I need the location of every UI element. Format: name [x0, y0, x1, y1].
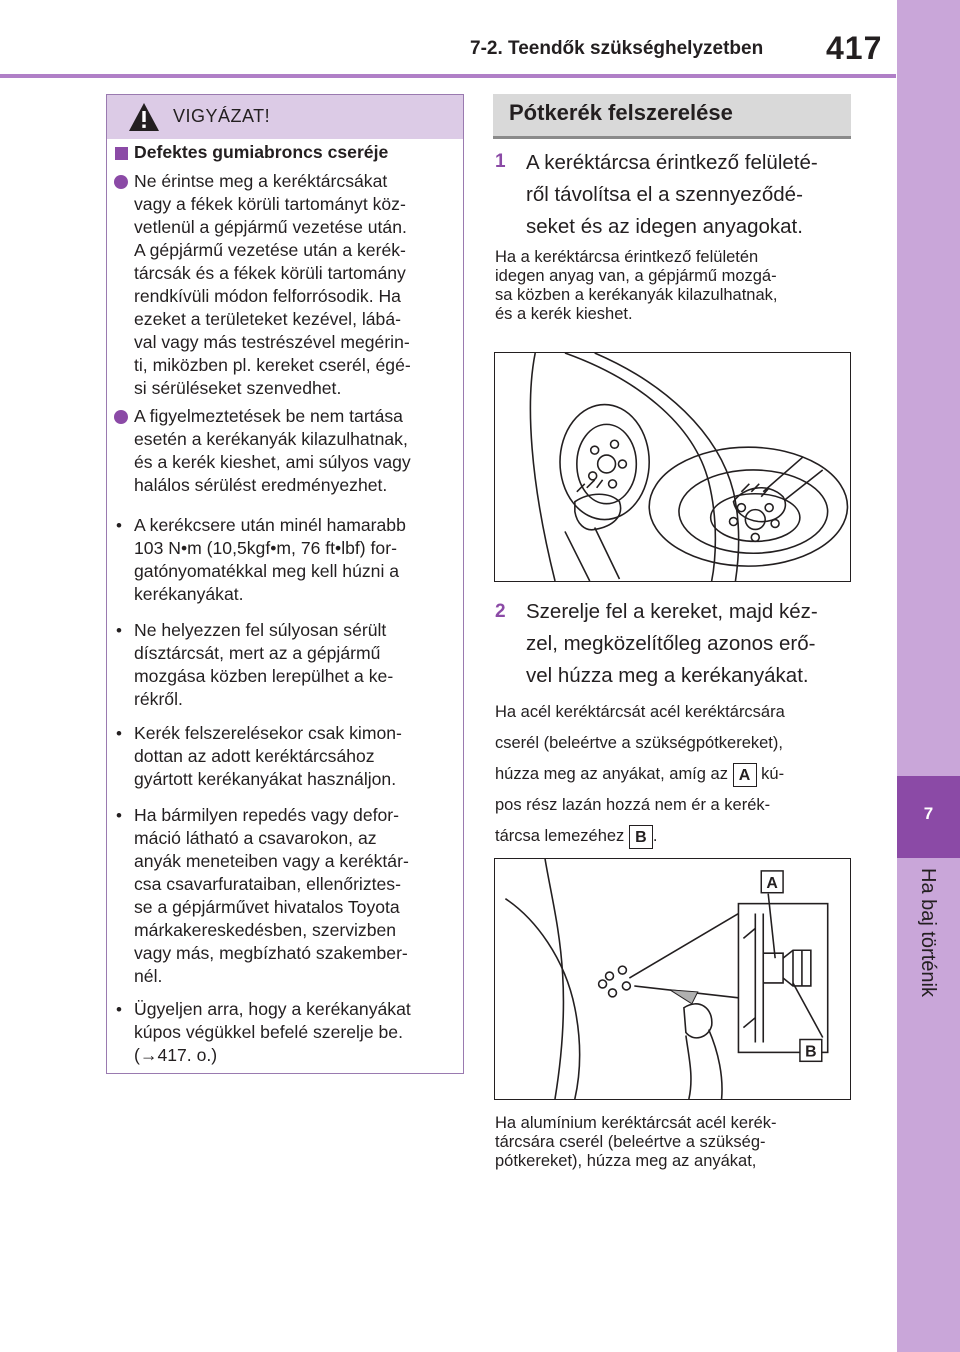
caution-sub-item-5: Ügyeljen arra, hogy a kerékanyákat kúpos végükkel befelé szerelje be. (→417. o.): [134, 999, 411, 1065]
chapter-side-band: [897, 0, 960, 1352]
chapter-number: 7: [923, 804, 934, 823]
caution-sub-item-1: A kerékcsere után minél hamarabb 103 N•m (10,5kgf•m, 76 ft•lbf) for- gatónyomatékkal meg kell húzni a kerékanyákat.: [134, 515, 406, 604]
caution-item-2: A figyelmeztetések be nem tartása esetén a kerékanyák kilazulhatnak, és a kerék kieshet, ami súlyos vagy halálos sérülést eredményezhet.: [134, 406, 411, 495]
caution-title: VIGYÁZAT!: [173, 106, 271, 126]
sub-bullet-dot: •: [116, 806, 122, 825]
circle-bullet-icon: [114, 410, 128, 424]
step-number-2: 2: [495, 601, 506, 622]
caution-item-1: Ne érintse meg a keréktárcsákat vagy a fékek körüli tartományt köz- vetlenül a gépjármű vezetése után. A gépjármű vezetése után a kerék- tárcsák és a fékek körüli tartomány rendkívüli módon felforrósodik. Ha ezeket a területeket kezével, lábá- val vagy más testrészével megérin- ti, miközben pl. kereket cserél, égé- si sérüléseket szenvedhet.: [134, 171, 411, 398]
sub-bullet-dot: •: [116, 724, 122, 743]
wheel-nut-tightening-illustration: [494, 858, 851, 1100]
caution-sub-item-4: Ha bármilyen repedés vagy defor- máció látható a csavarokon, az anyák meneteiben vagy a keréktár- csa csavarfurataiban, ellenőriztes- se a gépjárművet hivatalos Toyota márkakereskedésben, szervizben vagy más, megbízható szakember- nél.: [134, 805, 409, 986]
caution-header: [107, 95, 463, 139]
step-2-note: Ha acél keréktárcsát acél keréktárcsára cserél (beleértve a szükségpótkereket), húzza meg az anyákat, amíg az A kú- pos rész lazán hozzá nem ér a kerék- tárcsa lemezéhez B .: [495, 697, 785, 852]
figure-label-a: A: [766, 874, 778, 892]
section-header-underline: [493, 136, 851, 139]
caution-sub-item-3: Kerék felszerelésekor csak kimon- dottan az adott keréktárcsához gyártott kerékanyákat használjon.: [134, 723, 402, 789]
sub-bullet-dot: •: [116, 621, 122, 640]
sub-bullet-dot: •: [116, 516, 122, 535]
wheel-cleaning-illustration: [494, 352, 851, 582]
step-2-text: Szerelje fel a kereket, majd kéz- zel, megközelítőleg azonos erő- vel húzza meg a kerékanyákat.: [526, 600, 818, 687]
caution-heading: Defektes gumiabroncs cseréje: [134, 142, 389, 162]
chapter-title: Ha baj történik: [917, 868, 939, 997]
square-bullet-icon: [115, 147, 128, 160]
section-title: 7-2. Teendők szükséghelyzetben: [470, 38, 764, 59]
warning-triangle-icon: [128, 102, 160, 132]
label-a-inline: A: [733, 763, 757, 787]
sub-bullet-dot: •: [116, 1000, 122, 1019]
section-title-potkerek: Pótkerék felszerelése: [509, 100, 733, 125]
header-divider: [0, 74, 896, 78]
page-number: 417: [826, 30, 883, 66]
caution-sub-item-2: Ne helyezzen fel súlyosan sérült dísztárcsát, mert az a gépjármű mozgása közben lerepülhet a ke- rékről.: [134, 620, 394, 709]
circle-bullet-icon: [114, 175, 128, 189]
step-2-note-aluminium: Ha alumínium keréktárcsát acél kerék- tárcsára cserél (beleértve a szükség- pótkereket), húzza meg az anyákat,: [495, 1114, 777, 1170]
figure-label-b: B: [805, 1043, 817, 1061]
step-1-note: Ha a keréktárcsa érintkező felületén idegen anyag van, a gépjármű mozgá- sa közben a kerékanyák kilazulhatnak, és a kerék kieshet.: [495, 248, 778, 323]
step-1-text: A keréktárcsa érintkező felületé- ről távolítsa el a szennyeződé- seket és az idegen anyagokat.: [526, 151, 818, 238]
label-b-inline: B: [629, 825, 653, 849]
step-number-1: 1: [495, 151, 506, 172]
